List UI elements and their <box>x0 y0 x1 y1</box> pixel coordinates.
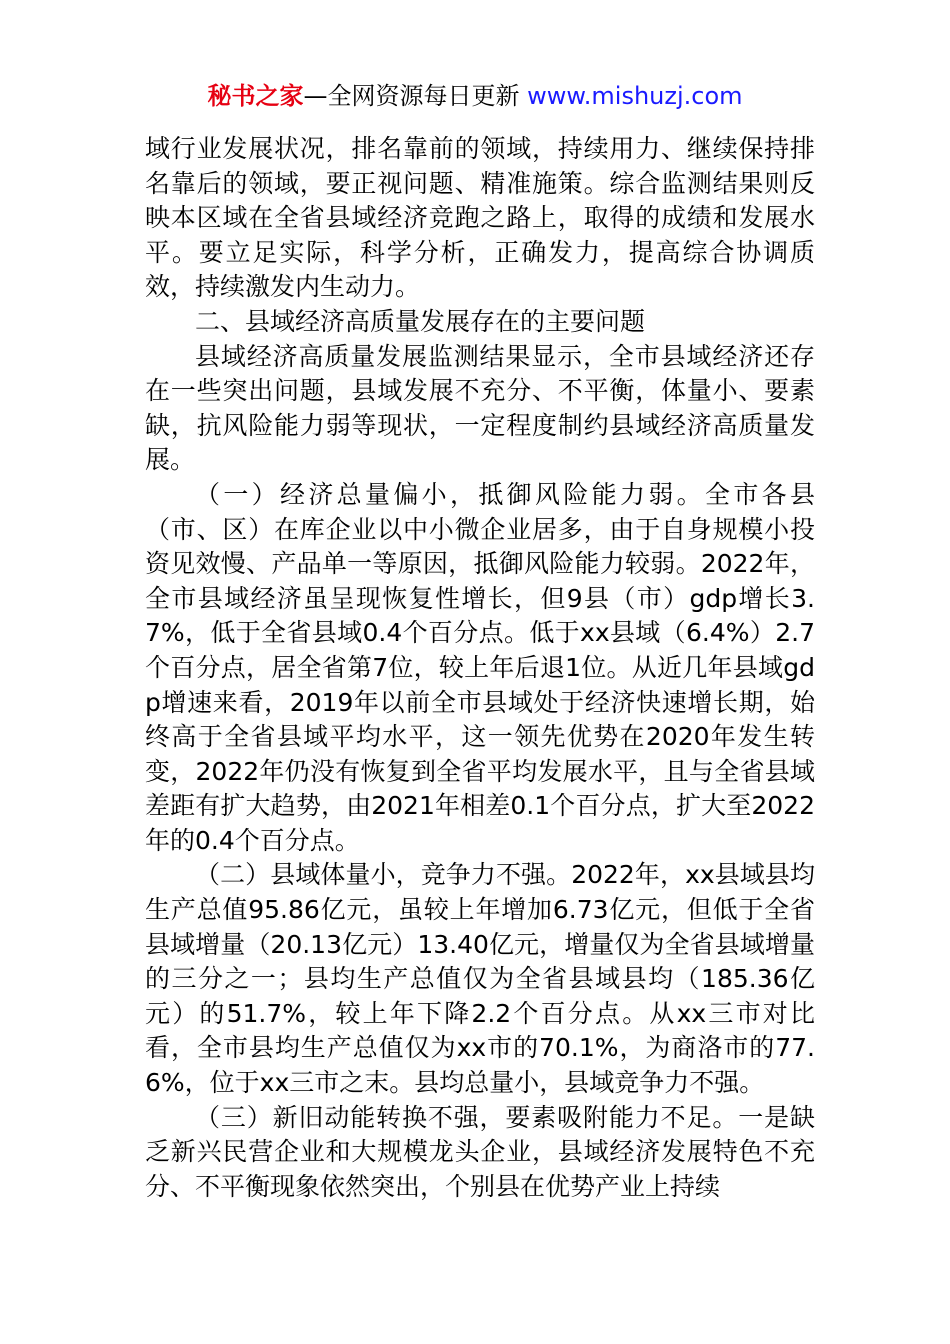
paragraph: 域行业发展状况，排名靠前的领域，持续用力、继续保持排名靠后的领域，要正视问题、精准施策。综合监测结果则反映本区域在全省县域经济竞跑之路上，取得的成绩和发展水平。要立足实际，科学分析，正确发力，提高综合协调质效，持续激发内生动力。 <box>145 134 815 302</box>
page-header <box>0 80 950 112</box>
paragraph: 县域经济高质量发展监测结果显示，全市县域经济还存在一些突出问题，县域发展不充分、不平衡，体量小、要素缺，抗风险能力弱等现状，一定程度制约县域经济高质量发展。 <box>145 341 815 475</box>
header-tagline: —全网资源每日更新 <box>303 82 528 110</box>
paragraph: （二）县域体量小，竞争力不强。2022年，xx县域县均生产总值95.86亿元，虽较上年增加6.73亿元，但低于全省县域增量（20.13亿元）13.40亿元，增量仅为全省县域增量的三分之一；县均生产总值仅为全省县域县均（185.36亿元）的51.7%，较上年下降2.2个百分点。从xx三市对比看，全市县均生产总值仅为xx市的70.1%，为商洛市的77.6%，位于xx三市之末。县均总量小，县域竞争力不强。 <box>145 860 815 1098</box>
header-brand: 秘书之家 <box>207 82 304 110</box>
header-url-link[interactable]: www.mishuzj.com <box>527 82 743 110</box>
section-heading: 二、县域经济高质量发展存在的主要问题 <box>195 306 646 336</box>
paragraph: （一）经济总量偏小，抵御风险能力弱。全市各县（市、区）在库企业以中小微企业居多，由于自身规模小投资见效慢、产品单一等原因，抵御风险能力较弱。2022年，全市县域经济虽呈现恢复性增长，但9县（市）gdp增长3.7%，低于全省县域0.4个百分点。低于xx县域（6.4%）2.7个百分点，居全省第7位，较上年后退1位。从近几年县域gdp增速来看，2019年以前全市县域处于经济快速增长期，始终高于全省县域平均水平，这一领先优势在2020年发生转变，2022年仍没有恢复到全省平均发展水平，且与全省县域差距有扩大趋势，由2021年相差0.1个百分点，扩大至2022年的0.4个百分点。 <box>145 479 815 855</box>
document-body <box>145 132 815 1204</box>
paragraph: （三）新旧动能转换不强，要素吸附能力不足。一是缺乏新兴民营企业和大规模龙头企业，县域经济发展特色不充分、不平衡现象依然突出，个别县在优势产业上持续 <box>145 1102 815 1201</box>
